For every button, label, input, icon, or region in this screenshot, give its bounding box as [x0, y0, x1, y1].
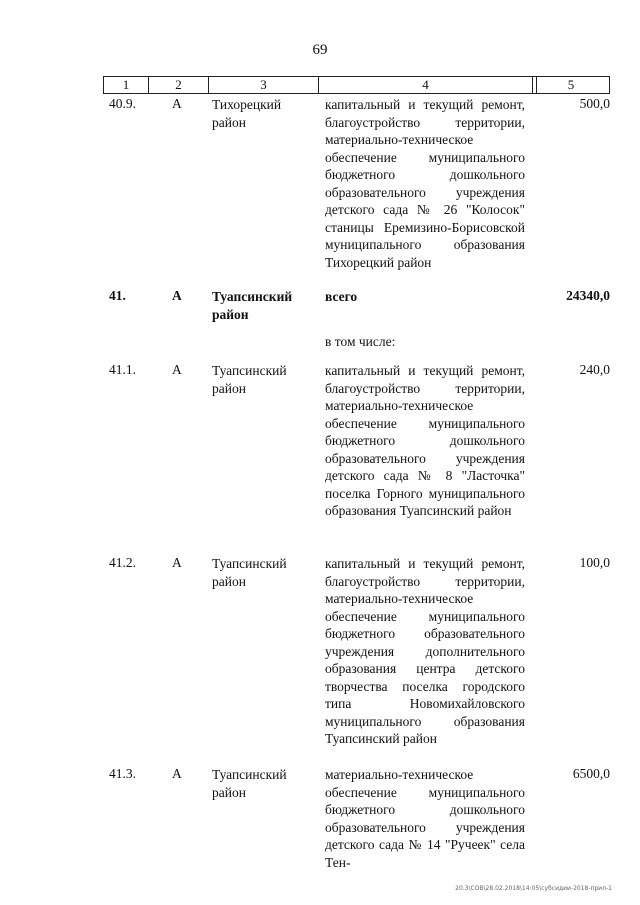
row-category: А [172, 766, 182, 781]
header-col-4: 4 [319, 77, 533, 93]
row-number: 40.9. [109, 96, 136, 111]
row-description: капитальный и текущий ремонт, благоустройство территории, материально-техническое обеспечение муниципального бюджетного образовательного учреждения дополнительного образования центра детского творчества поселка городского типа Новомихайловского муниципального образования Туапсинский район [325, 556, 525, 746]
row-description: материально-техническое обеспечение муниципального бюджетного дошкольного образовательного учреждения детского сада № 14 "Ручеек" села Тен- [325, 767, 525, 870]
header-col-5: 5 [532, 76, 610, 94]
row-district: Туапсинский район [212, 767, 287, 800]
row-category: А [172, 96, 182, 111]
row-amount: 500,0 [579, 96, 610, 111]
row-category: А [172, 288, 182, 303]
row-district: Туапсинский район [212, 363, 287, 396]
row-number: 41.1. [109, 362, 136, 377]
row-district: Туапсинский район [212, 289, 293, 322]
page-number: 69 [312, 42, 328, 58]
row-amount: 24340,0 [566, 288, 610, 303]
header-col-3: 3 [209, 77, 319, 93]
row-category: А [172, 362, 182, 377]
row-amount: 240,0 [579, 362, 610, 377]
row-amount: 6500,0 [572, 766, 610, 781]
row-district: Туапсинский район [212, 556, 287, 589]
row-number: 41.3. [109, 766, 136, 781]
footer-file-path: 20.3\СОВ\28.02.2018\14:05\субсидии-2018-прил-1 [455, 885, 612, 892]
row-number: 41.2. [109, 555, 136, 570]
row-description: капитальный и текущий ремонт, благоустройство территории, материально-техническое обеспечение муниципального бюджетного дошкольного образовательного учреждения детского сада № 26 "Колосок" станицы Еремизино-Борисовской муниципального образования Тихорецкий район [325, 97, 525, 270]
row-amount: 100,0 [579, 555, 610, 570]
header-col-1: 1 [104, 77, 149, 93]
row-number: 41. [109, 288, 126, 303]
row-description: капитальный и текущий ремонт, благоустройство территории, материально-техническое обеспечение муниципального бюджетного дошкольного образовательного учреждения детского сада № 8 "Ласточка" поселка Горного муниципального образования Туапсинский район [325, 363, 525, 518]
row-category: А [172, 555, 182, 570]
row-description: всего [325, 289, 358, 304]
header-col-2: 2 [149, 77, 209, 93]
row-district: Тихорецкий район [212, 97, 282, 130]
row-note: в том числе: [325, 334, 396, 349]
table-header [103, 76, 537, 94]
